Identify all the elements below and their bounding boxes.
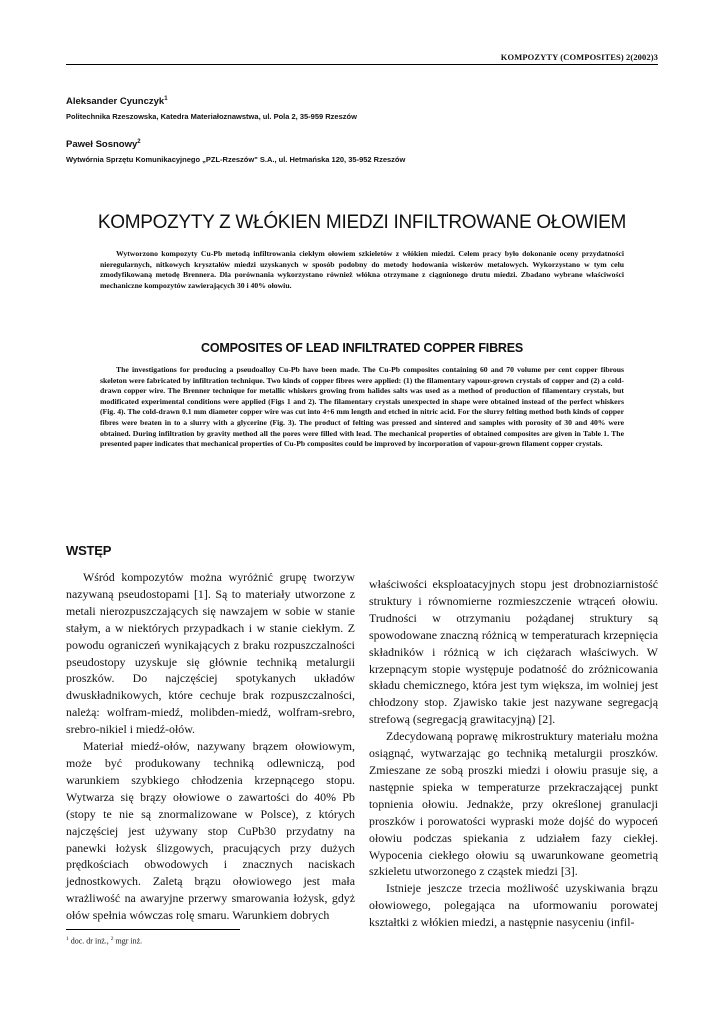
footnote-text-2: mgr inż. xyxy=(115,936,143,946)
author-2-name: Paweł Sosnowy xyxy=(66,139,138,151)
footnote-sup-1: 1 xyxy=(66,936,69,942)
paragraph: Istnieje jeszcze trzecia możliwość uzyskiwania brązu ołowiowego, polegająca na uformowaniu porowatej kształtki z włókien miedzi, a następnie nasyceniu (infil- xyxy=(369,881,658,930)
section-heading: WSTĘP xyxy=(66,543,112,558)
left-column xyxy=(66,569,355,924)
header-rule xyxy=(66,64,658,65)
journal-header: KOMPOZYTY (COMPOSITES) 2(2002)3 xyxy=(500,52,658,62)
author-2-sup: 2 xyxy=(137,139,141,145)
abstract-pl: Wytworzono kompozyty Cu-Pb metodą infiltrowania ciekłym ołowiem szkieletów z włókien miedzi. Celem pracy było dokonanie oceny przydatności nieregularnych, nitkowych kryształów miedzi uzyskanych w sposób podobny do metody hodowania wiskerów metalowych. Wykorzystano w tym celu zmodyfikowaną metodę Brennera. Dla porównania wykorzystano również włókna otrzymane z ciągnionego drutu miedzi. Zbadano wybrane właściwości mechaniczne kompozytów zawierających 30 i 40% ołowiu. xyxy=(100,249,624,290)
author-1 xyxy=(66,96,168,107)
paper-title-en: COMPOSITES OF LEAD INFILTRATED COPPER FIBRES xyxy=(201,341,523,355)
author-1-name: Aleksander Cyunczyk xyxy=(66,96,165,108)
author-1-affiliation: Politechnika Rzeszowska, Katedra Materiałoznawstwa, ul. Pola 2, 35-959 Rzeszów xyxy=(66,112,357,121)
paragraph: Zdecydowaną poprawę mikrostruktury materiału można osiągnąć, wytwarzając go techniką metalurgii proszków. Zmieszane ze sobą proszki miedzi i ołowiu prasuje się, a następnie spieka w temperaturze przekraczającej punkt topnienia ołowiu. Jednakże, przy określonej granulacji proszków i porowatości wypraski może dojść do wypoceń ołowiu podczas spiekania z udziałem fazy ciekłej. Wypocenia ciekłego ołowiu są uwarunkowane geometrią szkieletu utworzonego z cząstek miedzi [3]. xyxy=(369,729,658,879)
abstract-en: The investigations for producing a pseudoalloy Cu-Pb have been made. The Cu-Pb composites containing 60 and 70 volume per cent copper fibrous skeleton were fabricated by infiltration technique. Two kinds of copper fibres were applied: (1) the filamentary vapour-grown crystals of copper and (2) a cold-drawn copper wire. The Brenner technique for metallic whiskers growing from halides salts was used as a method of production of filamentary crystals, but modificated experimental conditions were applied (Figs 1 and 2). The filamentary crystals unexpected in shape were obtained instead of the perfect whiskers (Fig. 4). The cold-drawn 0.1 mm diameter copper wire was cut into 4÷6 mm length and etched in nitric acid. For the slurry felting method both kinds of copper fibres were beaten in to a slurry with a glycerine (Fig. 3). The product of felting was pressed and sintered and samples with porosity of 30 and 40% were obtained. During infiltration by gravity method all the pores were filled with lead. The mechanical properties of obtained composites are given in Table 1. The presented paper indicates that mechanical properties of Cu-Pb composites could be improved by incorporation of vapour-grown filament copper crystals. xyxy=(100,365,624,449)
footnote-text-1: doc. dr inż., xyxy=(70,936,111,946)
author-2-affiliation: Wytwórnia Sprzętu Komunikacyjnego „PZL-Rzeszów" S.A., ul. Hetmańska 120, 35-952 Rzeszów xyxy=(66,155,406,164)
author-2 xyxy=(66,139,141,150)
paragraph: Wśród kompozytów można wyróżnić grupę tworzyw nazywaną pseudostopami [1]. Są to materiały utworzone z metali nierozpuszczających się nawzajem w sobie w stanie stałym, a w niektórych przypadkach i w stanie ciekłym. Z powodu ograniczeń wynikających z braku rozpuszczalności pseudostopy uzyskuje się głównie techniką metalurgii proszków. Do najczęściej spotykanych układów dwuskładnikowych, które cechuje brak rozpuszczalności, należą: wolfram-miedź, molibden-miedź, wolfram-srebro, srebro-nikiel i miedź-ołów. xyxy=(66,570,355,737)
author-1-sup: 1 xyxy=(164,96,168,102)
footnote-rule xyxy=(66,929,240,930)
footnote-sup-2: 2 xyxy=(110,936,114,942)
paragraph: Materiał miedź-ołów, nazywany brązem ołowiowym, może być produkowany techniką odlewniczą, pod warunkiem szybkiego chłodzenia krzepnącego stopu. Wytwarza się brązy ołowiowe o zawartości do 40% Pb (stopy te nie są znormalizowane w Polsce), z których najczęściej jest używany stop CuPb30 przydatny na panewki łożysk ślizgowych, pracujących przy dużych prędkościach obwodowych i znacznych naciskach jednostkowych. Zaletą brązu ołowiowego jest mała wrażliwość na awaryjne przerwy smarowania łożysk, gdyż ołów spełnia wówczas rolę smaru. Warunkiem dobrych xyxy=(66,739,355,923)
footnote xyxy=(66,936,142,946)
paper-title-pl: KOMPOZYTY Z WŁÓKIEN MIEDZI INFILTROWANE OŁOWIEM xyxy=(97,212,627,233)
paragraph: właściwości eksploatacyjnych stopu jest drobnoziarnistość struktury i równomierne rozmieszczenie wtrąceń ołowiu. Trudności w otrzymaniu pożądanej struktury są spowodowane znaczną różnicą w temperaturach krzepnięcia składników i różnicą w ich ciężarach właściwych. W krzepnącym stopie występuje podatność do zróżnicowania składu chemicznego, która jest tym większa, im wolniej jest chłodzony stop. Zjawisko takie jest nazywane segregacją strefową (segregacją grawitacyjną) [2]. xyxy=(369,577,658,727)
right-column xyxy=(369,576,658,931)
